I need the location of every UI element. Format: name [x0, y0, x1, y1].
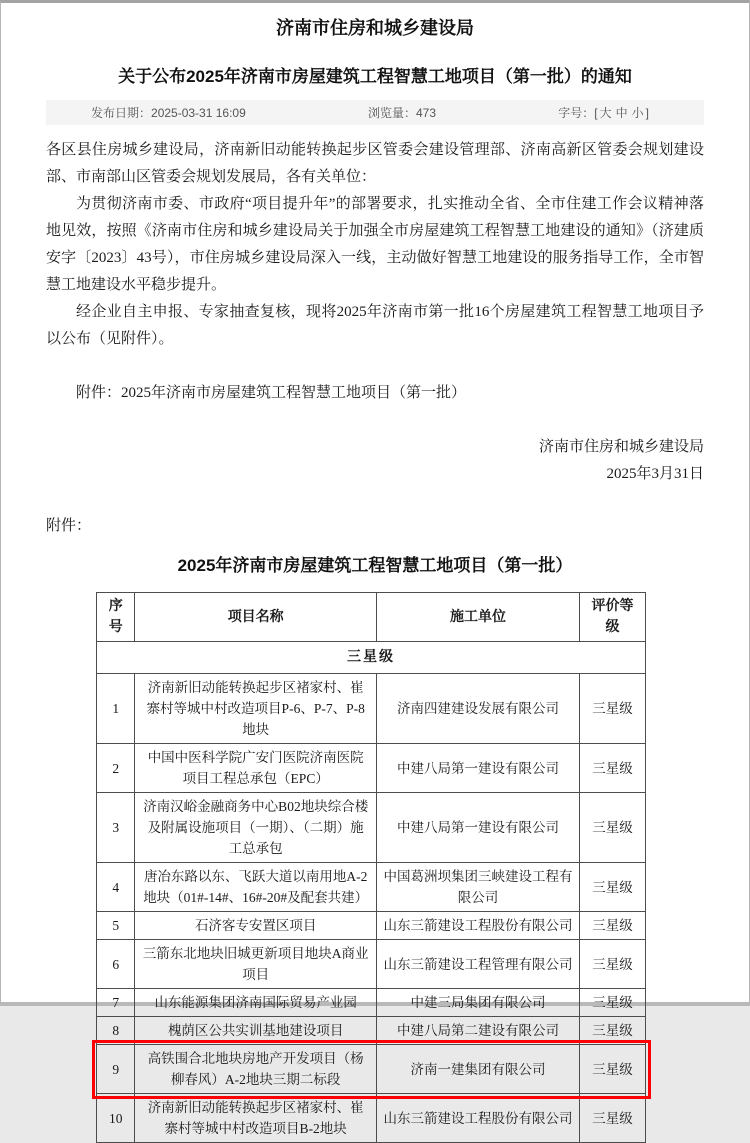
- attachment-table-title: 2025年济南市房屋建筑工程智慧工地项目（第一批）: [177, 556, 573, 575]
- cell-grade: 三星级: [580, 674, 646, 744]
- publish-date: [91, 104, 246, 121]
- table-row: [97, 940, 646, 989]
- cell-project: 济南新旧动能转换起步区褚家村、崔寨村等城中村改造项目P-6、P-7、P-8地块: [135, 674, 377, 744]
- cell-no: 4: [97, 863, 135, 912]
- table-row: [97, 744, 646, 793]
- table-row: [97, 1045, 646, 1094]
- cell-project: 山东能源集团济南国际贸易产业园: [135, 989, 377, 1017]
- cell-contractor: 济南四建建设发展有限公司: [376, 674, 579, 744]
- cell-project: 唐冶东路以东、飞跃大道以南用地A-2地块（01#-14#、16#-20#及配套共建）: [135, 863, 377, 912]
- cell-grade: 三星级: [580, 1045, 646, 1094]
- font-size-small-button[interactable]: 小: [631, 106, 644, 120]
- cell-grade: 三星级: [580, 863, 646, 912]
- cell-contractor: 山东三箭建设工程股份有限公司: [376, 1094, 579, 1143]
- bracket-open: [: [594, 106, 598, 120]
- cell-no: 2: [97, 744, 135, 793]
- attachment-table-body: [97, 674, 646, 1143]
- cell-contractor: 山东三箭建设工程股份有限公司: [376, 912, 579, 940]
- cell-grade: 三星级: [580, 989, 646, 1017]
- cell-grade: 三星级: [580, 1017, 646, 1045]
- table-row: [97, 1017, 646, 1045]
- cell-no: 1: [97, 674, 135, 744]
- paragraph-announcement: 经企业自主申报、专家抽查复核，现将2025年济南市第一批16个房屋建筑工程智慧工地项目予以公布（见附件）。: [46, 304, 704, 347]
- cell-project: 济南汉峪金融商务中心B02地块综合楼及附属设施项目（一期）、（二期）施工总承包: [135, 793, 377, 863]
- publish-date-value: 2025-03-31 16:09: [151, 106, 246, 120]
- cell-grade: 三星级: [580, 1094, 646, 1143]
- cell-project: 中国中医科学院广安门医院济南医院项目工程总承包（EPC）: [135, 744, 377, 793]
- cell-project: 三箭东北地块旧城更新项目地块A商业项目: [135, 940, 377, 989]
- publish-date-label: 发布日期：: [91, 106, 152, 120]
- table-row: [97, 674, 646, 744]
- cell-contractor: 济南一建集团有限公司: [376, 1045, 579, 1094]
- view-count-label: 浏览量：: [367, 106, 416, 120]
- cell-grade: 三星级: [580, 940, 646, 989]
- cell-project: 槐荫区公共实训基地建设项目: [135, 1017, 377, 1045]
- font-size-medium-button[interactable]: 中: [615, 106, 628, 120]
- font-size-label: 字号：: [558, 106, 595, 120]
- notice-body: [46, 137, 704, 407]
- cell-no: 7: [97, 989, 135, 1017]
- cell-contractor: 中建八局第一建设有限公司: [376, 793, 579, 863]
- signature-date: 2025年3月31日: [606, 466, 704, 482]
- table-header-row: [97, 593, 646, 642]
- cell-grade: 三星级: [580, 744, 646, 793]
- table-row: [97, 793, 646, 863]
- table-row: [97, 1094, 646, 1143]
- bracket-close: ]: [645, 106, 649, 120]
- paragraph-policy: 为贯彻济南市委、市政府“项目提升年”的部署要求，扎实推动全省、全市住建工作会议精神落地见效，按照《济南市住房和城乡建设局关于加强全市房屋建筑工程智慧工地建设的通知》（济建质安字〔2023〕43号），市住房城乡建设局深入一线，主动做好智慧工地建设的服务指导工作，全市智慧工地建设水平稳步提升。: [46, 196, 704, 293]
- cell-no: 8: [97, 1017, 135, 1045]
- grade-group-label: 三星级: [97, 642, 646, 674]
- cell-no: 6: [97, 940, 135, 989]
- font-size-large-button[interactable]: 大: [599, 106, 612, 120]
- signature-org: 济南市住房和城乡建设局: [538, 439, 704, 455]
- column-header-grade: 评价等级: [580, 593, 646, 642]
- table-row: [97, 912, 646, 940]
- org-title: 济南市住房和城乡建设局: [276, 18, 474, 38]
- cell-contractor: 中国葛洲坝集团三峡建设工程有限公司: [376, 863, 579, 912]
- paragraph-salutation: 各区县住房城乡建设局，济南新旧动能转换起步区管委会建设管理部、济南高新区管委会规划建设部、市南部山区管委会规划发展局，各有关单位：: [46, 142, 704, 185]
- cell-contractor: 中建八局第二建设有限公司: [376, 1017, 579, 1045]
- view-count-value: 473: [416, 106, 437, 120]
- font-size-control: [558, 104, 649, 121]
- grade-group-row: [97, 642, 646, 674]
- cell-no: 3: [97, 793, 135, 863]
- table-row: [97, 863, 646, 912]
- column-header-contractor: 施工单位: [376, 593, 579, 642]
- view-count: [368, 104, 436, 121]
- cell-grade: 三星级: [580, 912, 646, 940]
- column-header-project: 项目名称: [135, 593, 377, 642]
- cell-no: 10: [97, 1094, 135, 1143]
- attachment-link[interactable]: 附件：2025年济南市房屋建筑工程智慧工地项目（第一批）: [76, 385, 467, 401]
- meta-bar: [46, 100, 704, 125]
- cell-project: 高铁围合北地块房地产开发项目（杨柳春风）A-2地块三期二标段: [135, 1045, 377, 1094]
- column-header-no: 序号: [97, 593, 135, 642]
- signature-block: [46, 434, 704, 488]
- cell-no: 9: [97, 1045, 135, 1094]
- table-row: [97, 989, 646, 1017]
- attachment-table: [96, 592, 646, 1143]
- cell-project: 济南新旧动能转换起步区褚家村、崔寨村等城中村改造项目B-2地块: [135, 1094, 377, 1143]
- cell-contractor: 中建三局集团有限公司: [376, 989, 579, 1017]
- page-title: 关于公布2025年济南市房屋建筑工程智慧工地项目（第一批）的通知: [118, 67, 632, 86]
- appendix-label: 附件：: [46, 518, 92, 534]
- cell-no: 5: [97, 912, 135, 940]
- cell-grade: 三星级: [580, 793, 646, 863]
- cell-contractor: 山东三箭建设工程管理有限公司: [376, 940, 579, 989]
- cell-project: 石济客专安置区项目: [135, 912, 377, 940]
- cell-contractor: 中建八局第一建设有限公司: [376, 744, 579, 793]
